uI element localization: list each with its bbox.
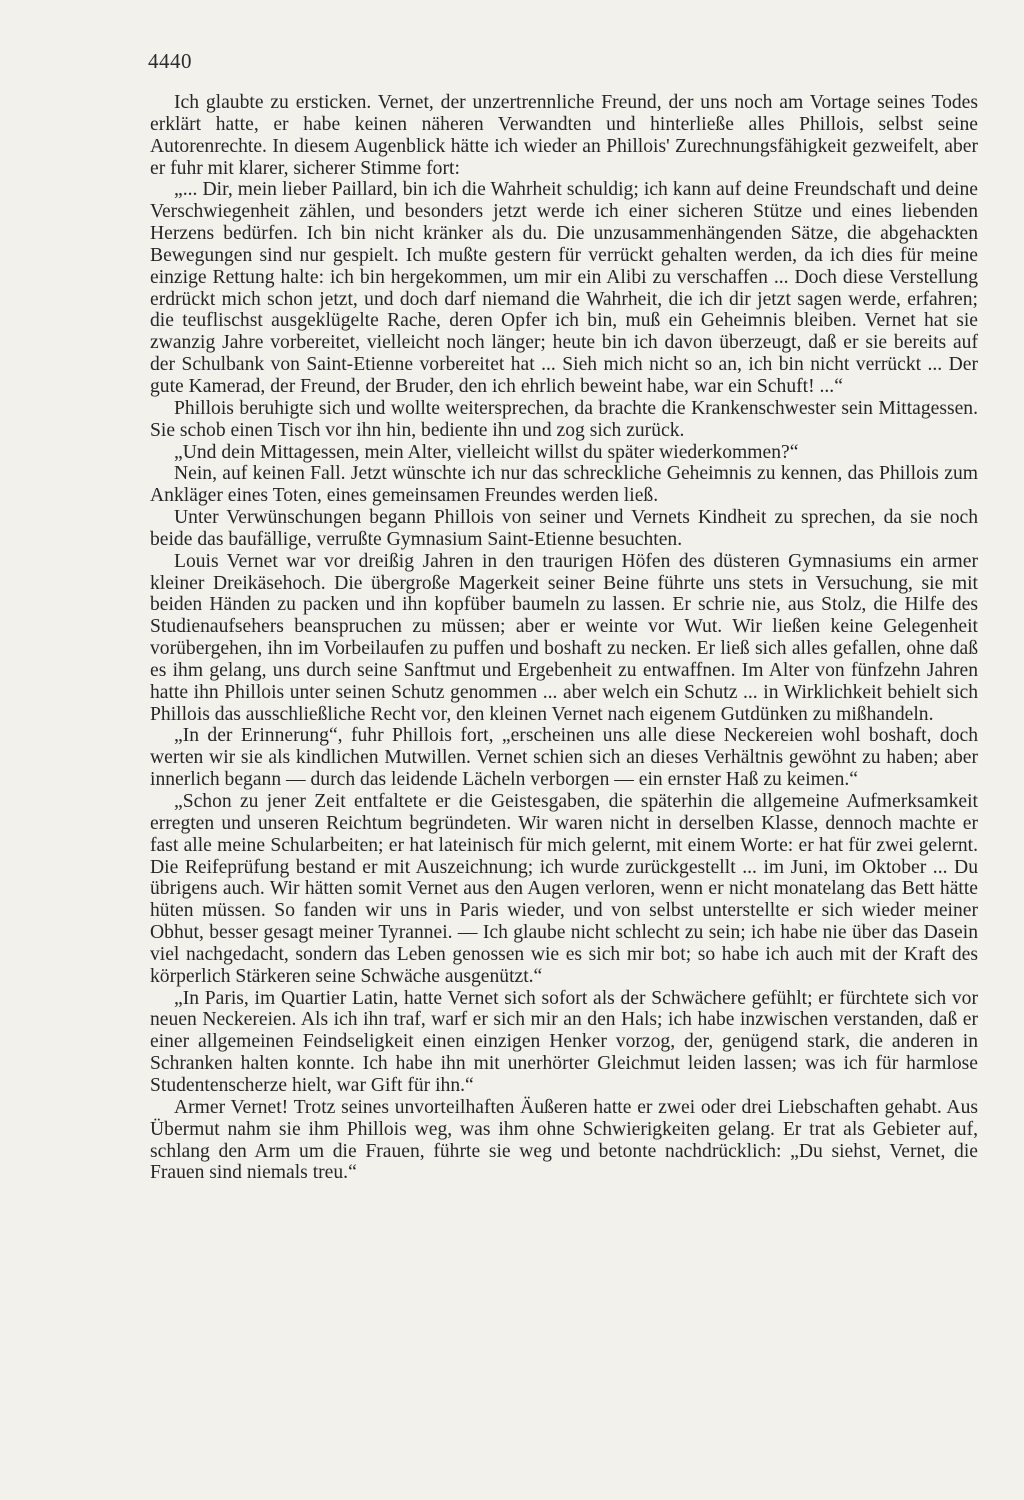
- paragraph: Unter Verwünschungen begann Phillois von seiner und Vernets Kindheit zu sprechen, da sie noch beide das baufällige, verrußte Gymnasium Saint-Etienne besuchten.: [150, 507, 978, 550]
- paragraph: Armer Vernet! Trotz seines unvorteilhaften Äußeren hatte er zwei oder drei Liebschaften gehabt. Aus Übermut nahm sie ihm Phillois weg, was ihm ohne Schwierigkeiten gelang. Er trat als Gebieter auf, schlang den Arm um die Frauen, führte sie weg und betonte nachdrücklich: „Du siehst, Vernet, die Frauen sind niemals treu.“: [150, 1096, 978, 1184]
- paragraph: „In der Erinnerung“, fuhr Phillois fort, „erscheinen uns alle diese Neckereien wohl boshaft, doch werten wir sie als kindlichen Mutwillen. Vernet schien sich an dieses Verhältnis gewöhnt zu haben; aber innerlich begann — durch das leidende Lächeln verborgen — ein ernster Haß zu keimen.“: [150, 725, 978, 791]
- paragraph: „In Paris, im Quartier Latin, hatte Vernet sich sofort als der Schwächere gefühlt; er fürchtete sich vor neuen Neckereien. Als ich ihn traf, warf er sich mir an den Hals; ich habe inzwischen verstanden, daß er einer allgemeinen Feindseligkeit einen einzigen Henker vorzog, der, genügend stark, die anderen in Schranken halten konnte. Ich habe ihn mit unerhörter Gleichmut leiden lassen; was ich für harmlose Studentenscherze hielt, war Gift für ihn.“: [150, 987, 978, 1096]
- paragraph: Louis Vernet war vor dreißig Jahren in den traurigen Höfen des düsteren Gymnasiums ein armer kleiner Dreikäsehoch. Die übergroße Magerkeit seiner Beine führte uns stets in Versuchung, sie mit beiden Händen zu packen und ihn kopfüber baumeln zu lassen. Er schrie nie, aus Stolz, die Hilfe des Studienaufsehers beanspruchen zu müssen; aber er weinte vor Wut. Wir ließen keine Gelegenheit vorübergehen, ihn im Vorbeilaufen zu puffen und boshaft zu necken. Er ließ sich alles gefallen, ohne daß es ihm gelang, uns durch seine Sanftmut und Ergebenheit zu entwaffnen. Im Alter von fünfzehn Jahren hatte ihn Phillois unter seinen Schutz genommen ... aber welch ein Schutz ... in Wirklichkeit behielt sich Phillois das ausschließliche Recht vor, den kleinen Vernet nach eigenem Gutdünken zu mißhandeln.: [150, 550, 978, 725]
- paragraph: Phillois beruhigte sich und wollte weitersprechen, da brachte die Krankenschwester sein Mittagessen. Sie schob einen Tisch vor ihn hin, bediente ihn und zog sich zurück.: [150, 397, 978, 441]
- paragraph: Nein, auf keinen Fall. Jetzt wünschte ich nur das schreckliche Geheimnis zu kennen, das Phillois zum Ankläger eines Toten, eines gemeinsamen Freundes werden ließ.: [150, 463, 978, 507]
- paragraph: „Und dein Mittagessen, mein Alter, vielleicht willst du später wiederkommen?“: [174, 441, 799, 463]
- paragraph: Ich glaubte zu ersticken. Vernet, der unzertrennliche Freund, der uns noch am Vortage seines Todes erklärt hatte, er habe keinen näheren Verwandten und hinterließe alles Phillois, selbst seine Autorenrechte. In diesem Augenblick hätte ich wieder an Phillois' Zurechnungsfähigkeit gezweifelt, aber er fuhr mit klarer, sicherer Stimme fort:: [150, 92, 978, 179]
- body-text: [150, 92, 978, 1184]
- paragraph: „Schon zu jener Zeit entfaltete er die Geistesgaben, die späterhin die allgemeine Aufmerksamkeit erregten und unseren Reichtum begründeten. Wir waren nicht in derselben Klasse, dennoch machte er fast alle meine Schularbeiten; er hat lateinisch für mich gelernt, mit einem Worte: er hat für zwei gelernt. Die Reifeprüfung bestand er mit Auszeichnung; ich wurde zurückgestellt ... im Juni, im Oktober ... Du übrigens auch. Wir hätten somit Vernet aus den Augen verloren, wenn er nicht monatelang das Bett hätte hüten müssen. So fanden wir uns in Paris wieder, und von selbst unterstellte er sich wieder meiner Obhut, besser gesagt meiner Tyrannei. — Ich glaube nicht schlecht zu sein; ich habe nie über das Dasein viel nachgedacht, sondern das Leben genossen wie es sich mir bot; so habe ich auch mit der Kraft des körperlich Stärkeren seine Schwäche ausgenützt.“: [150, 791, 978, 987]
- page-number: 4440: [148, 49, 192, 73]
- paragraph: „... Dir, mein lieber Paillard, bin ich die Wahrheit schuldig; ich kann auf deine Freundschaft und deine Verschwiegenheit zählen, und besonders jetzt werde ich einer sicheren Stütze und eines liebenden Herzens bedürfen. Ich bin nicht kränker als du. Die unzusammenhängenden Sätze, die abgehackten Bewegungen sind nur gespielt. Ich mußte gestern für verrückt gehalten werden, da ich dies für meine einzige Rettung halte: ich bin hergekommen, um mir ein Alibi zu verschaffen ... Doch diese Verstellung erdrückt mich schon jetzt, und doch darf niemand die Wahrheit, die ich dir jetzt sagen werde, erfahren; die teuflischst ausgeklügelte Rache, deren Opfer ich bin, muß ein Geheimnis bleiben. Vernet hat sie zwanzig Jahre vorbereitet, vielleicht noch länger; heute bin ich davon überzeugt, daß er sie bereits auf der Schulbank von Saint-Etienne vorbereitet hat ... Sieh mich nicht so an, ich bin nicht verrückt ... Der gute Kamerad, der Freund, der Bruder, den ich ehrlich beweint habe, war ein Schuft! ...“: [150, 179, 978, 397]
